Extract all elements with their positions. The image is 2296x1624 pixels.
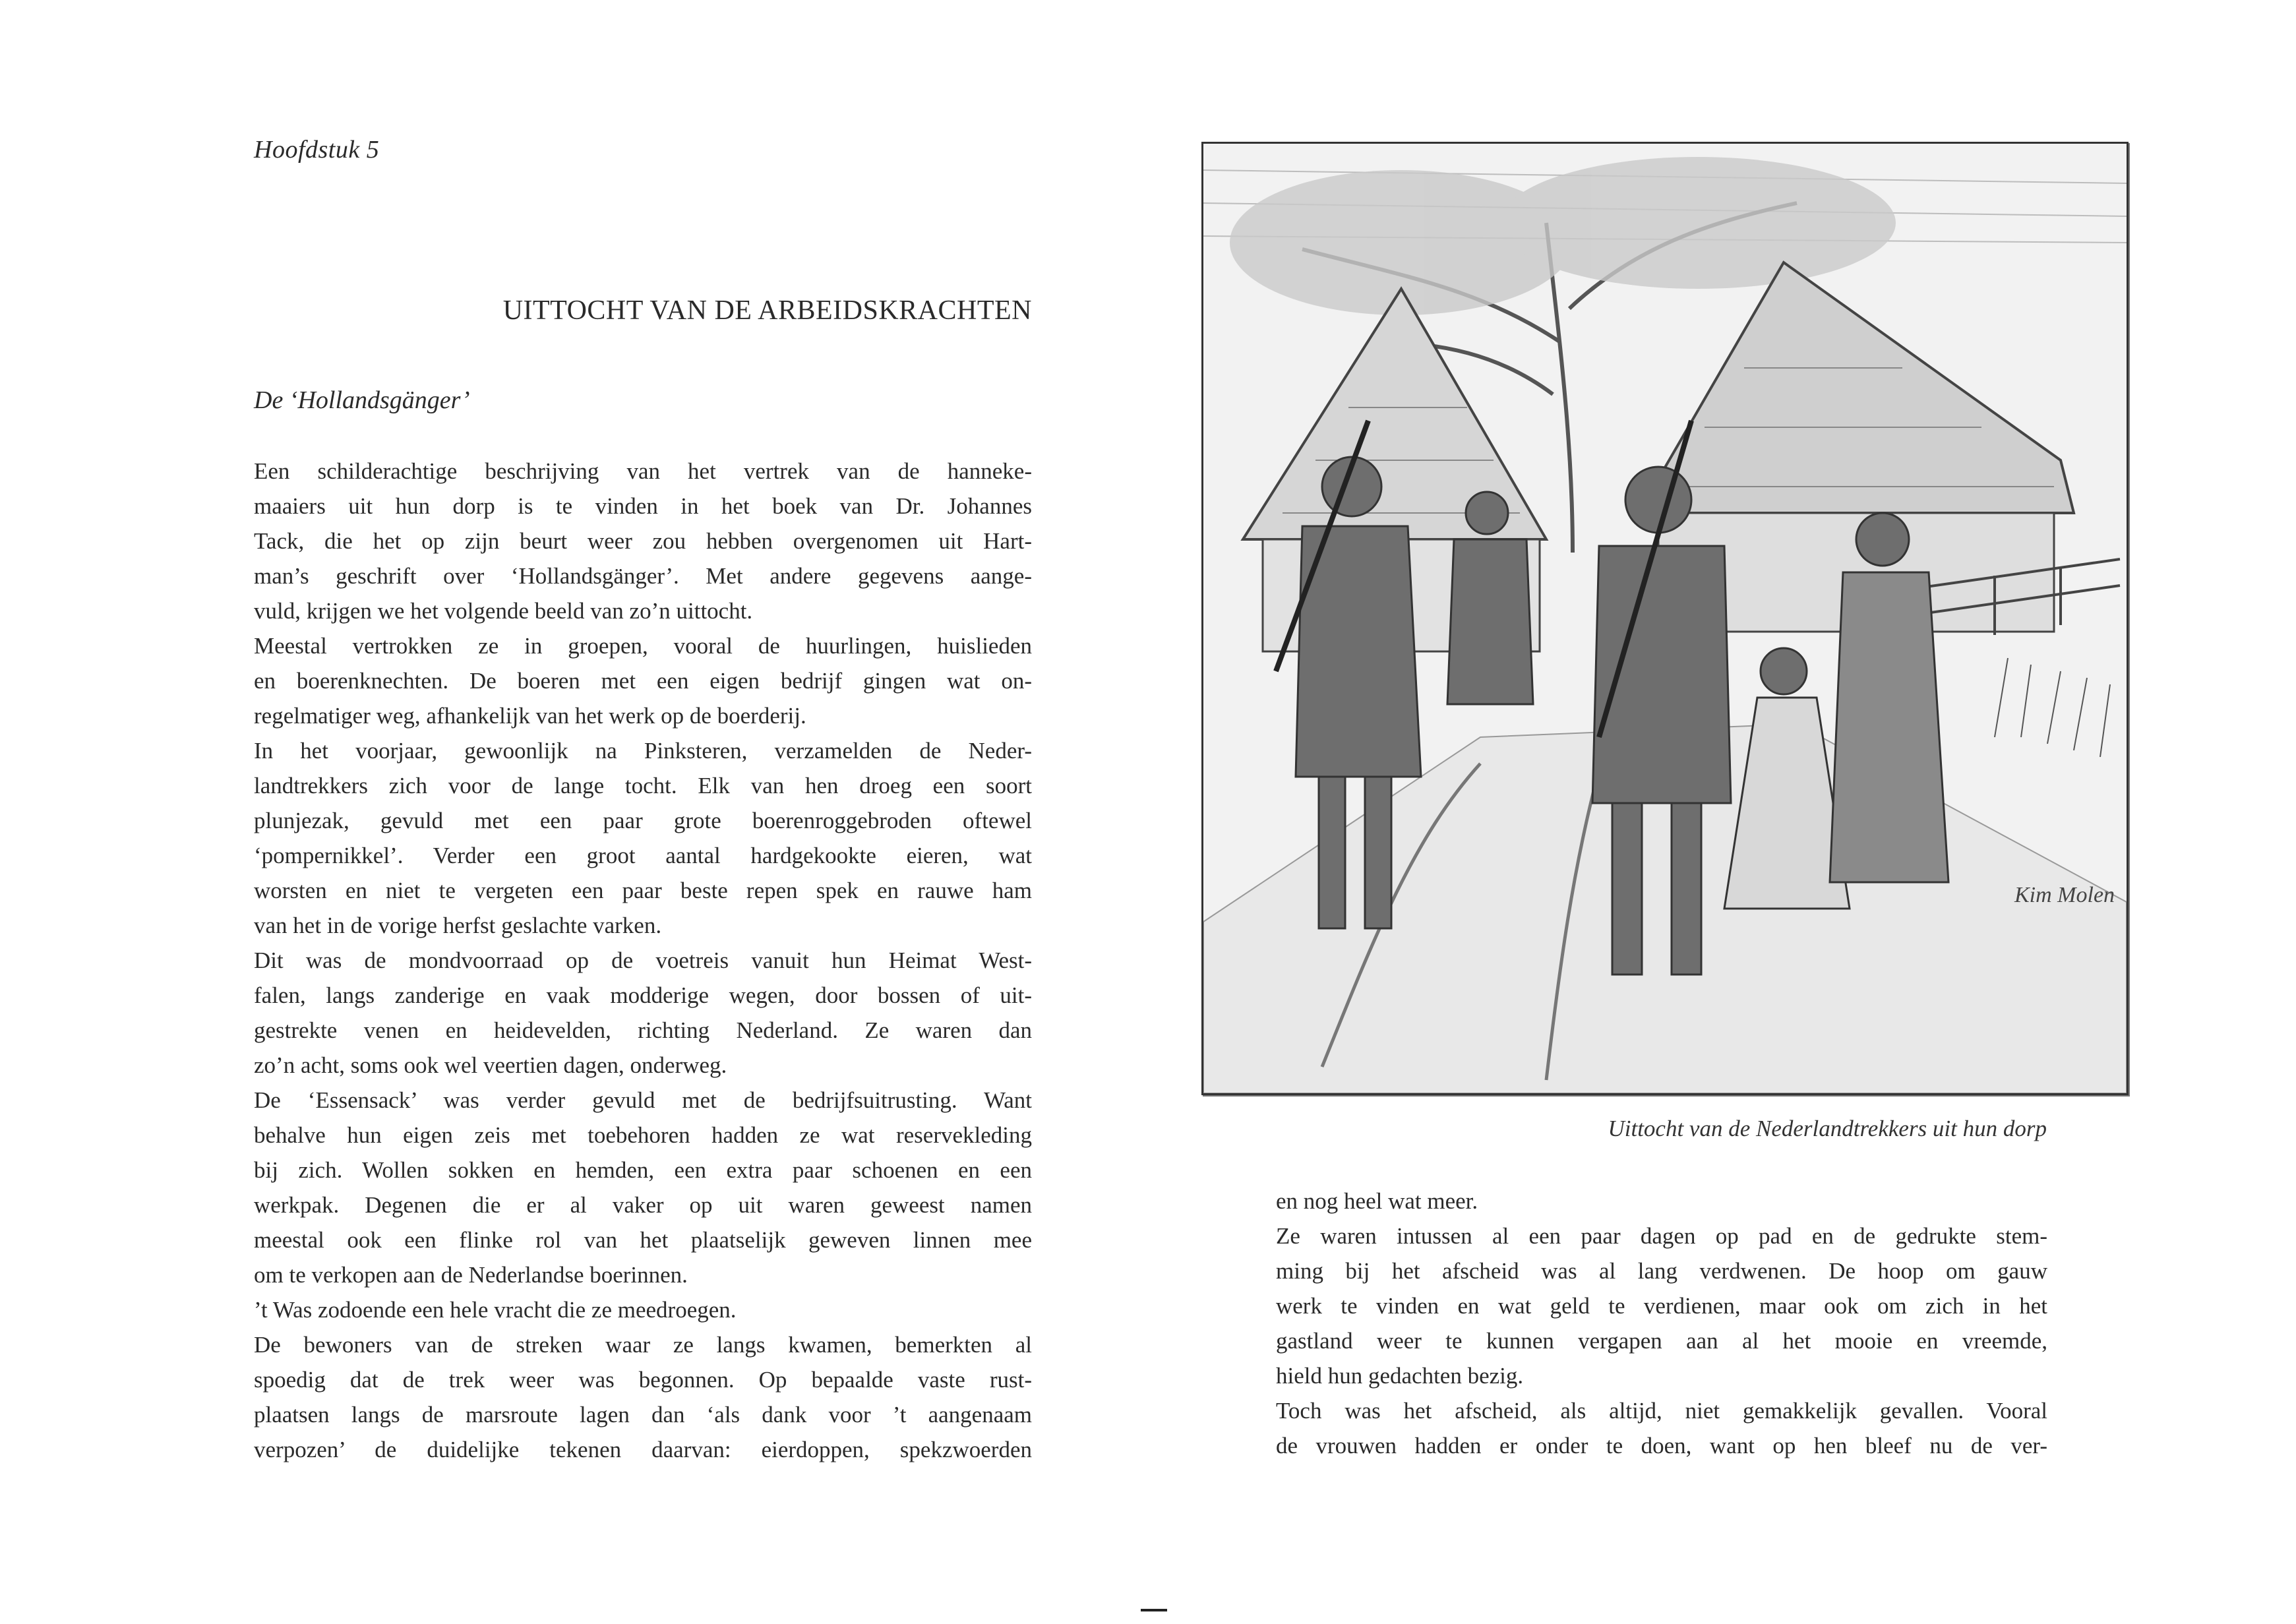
text-line: behalve hun eigen zeis met toebehoren hadden ze wat reservekleding xyxy=(254,1122,1032,1148)
section-title: De ‘Hollandsgänger’ xyxy=(254,386,470,414)
text-line: verpozen’ de duidelijke tekenen daarvan: eierdoppen, spekzwoerden xyxy=(254,1437,1032,1462)
text-line: hield hun gedachten bezig. xyxy=(1276,1363,1524,1389)
text-line: en nog heel wat meer. xyxy=(1276,1188,1478,1214)
text-line: falen, langs zanderige en vaak modderige wegen, door bossen of uit- xyxy=(254,982,1032,1008)
text-line: de vrouwen hadden er onder te doen, want op hen bleef nu de ver- xyxy=(1276,1433,2047,1459)
text-line: worsten en niet te vergeten een paar beste repen spek en rauwe ham xyxy=(254,878,1032,903)
left-body-text xyxy=(254,454,1032,1467)
text-line: gestrekte venen en heidevelden, richting Nederland. Ze waren dan xyxy=(254,1017,1032,1043)
text-line: ’t Was zodoende een hele vracht die ze meedroegen. xyxy=(254,1297,737,1323)
text-line: om te verkopen aan de Nederlandse boerinnen. xyxy=(254,1262,688,1288)
text-line: ming bij het afscheid was al lang verdwenen. De hoop om gauw xyxy=(1276,1258,2047,1284)
text-line: spoedig dat de trek weer was begonnen. Op bepaalde vaste rust- xyxy=(254,1367,1032,1393)
text-line: Dit was de mondvoorraad op de voetreis vanuit hun Heimat West- xyxy=(254,947,1032,973)
illustration-emigrants-leaving-village xyxy=(1201,142,2129,1095)
text-line: regelmatiger weg, afhankelijk van het werk op de boerderij. xyxy=(254,703,806,729)
chapter-title: UITTOCHT VAN DE ARBEIDSKRACHTEN xyxy=(502,295,1032,326)
page-fold-mark xyxy=(1141,1609,1167,1611)
text-line: plunjezak, gevuld met een paar grote boerenroggebroden oftewel xyxy=(254,808,1032,833)
text-line: Een schilderachtige beschrijving van het vertrek van de hanneke- xyxy=(254,458,1032,484)
right-body-text xyxy=(1276,1184,2047,1463)
text-line: meestal ook een flinke rol van het plaatselijk geweven linnen mee xyxy=(254,1227,1032,1253)
text-line: zo’n acht, soms ook wel veertien dagen, onderweg. xyxy=(254,1052,727,1078)
text-line: De bewoners van de streken waar ze langs kwamen, bemerkten al xyxy=(254,1332,1032,1358)
illustration-signature: Kim Molen xyxy=(2014,883,2115,907)
text-line: plaatsen langs de marsroute lagen dan ‘als dank voor ’t aangenaam xyxy=(254,1402,1032,1428)
pencil-drawing xyxy=(1203,144,2127,1093)
text-line: De ‘Essensack’ was verder gevuld met de bedrijfsuitrusting. Want xyxy=(254,1087,1032,1113)
figure-caption: Uittocht van de Nederlandtrekkers uit hun dorp xyxy=(1608,1116,2047,1141)
text-line: gastland weer te kunnen vergapen aan al het mooie en vreemde, xyxy=(1276,1328,2047,1354)
text-line: man’s geschrift over ‘Hollandsgänger’. Met andere gegevens aange- xyxy=(254,563,1032,589)
text-line: en boerenknechten. De boeren met een eigen bedrijf gingen wat on- xyxy=(254,668,1032,694)
text-line: In het voorjaar, gewoonlijk na Pinksteren, verzamelden de Neder- xyxy=(254,738,1032,764)
running-head: Hoofdstuk 5 xyxy=(254,136,380,164)
text-line: landtrekkers zich voor de lange tocht. Elk van hen droeg een soort xyxy=(254,773,1032,798)
text-line: maaiers uit hun dorp is te vinden in het boek van Dr. Johannes xyxy=(254,493,1032,519)
text-line: van het in de vorige herfst geslachte varken. xyxy=(254,913,662,938)
text-line: vuld, krijgen we het volgende beeld van zo’n uittocht. xyxy=(254,598,753,624)
text-line: werk te vinden en wat geld te verdienen, maar ook om zich in het xyxy=(1276,1293,2047,1319)
text-line: Ze waren intussen al een paar dagen op pad en de gedrukte stem- xyxy=(1276,1223,2047,1249)
text-line: Tack, die het op zijn beurt weer zou hebben overgenomen uit Hart- xyxy=(254,528,1032,554)
text-line: bij zich. Wollen sokken en hemden, een extra paar schoenen en een xyxy=(254,1157,1032,1183)
text-line: Meestal vertrokken ze in groepen, vooral de huurlingen, huislieden xyxy=(254,633,1032,659)
text-line: Toch was het afscheid, als altijd, niet gemakkelijk gevallen. Vooral xyxy=(1276,1398,2047,1424)
text-line: ‘pompernikkel’. Verder een groot aantal hardgekookte eieren, wat xyxy=(254,843,1032,868)
text-line: werkpak. Degenen die er al vaker op uit waren geweest namen xyxy=(254,1192,1032,1218)
